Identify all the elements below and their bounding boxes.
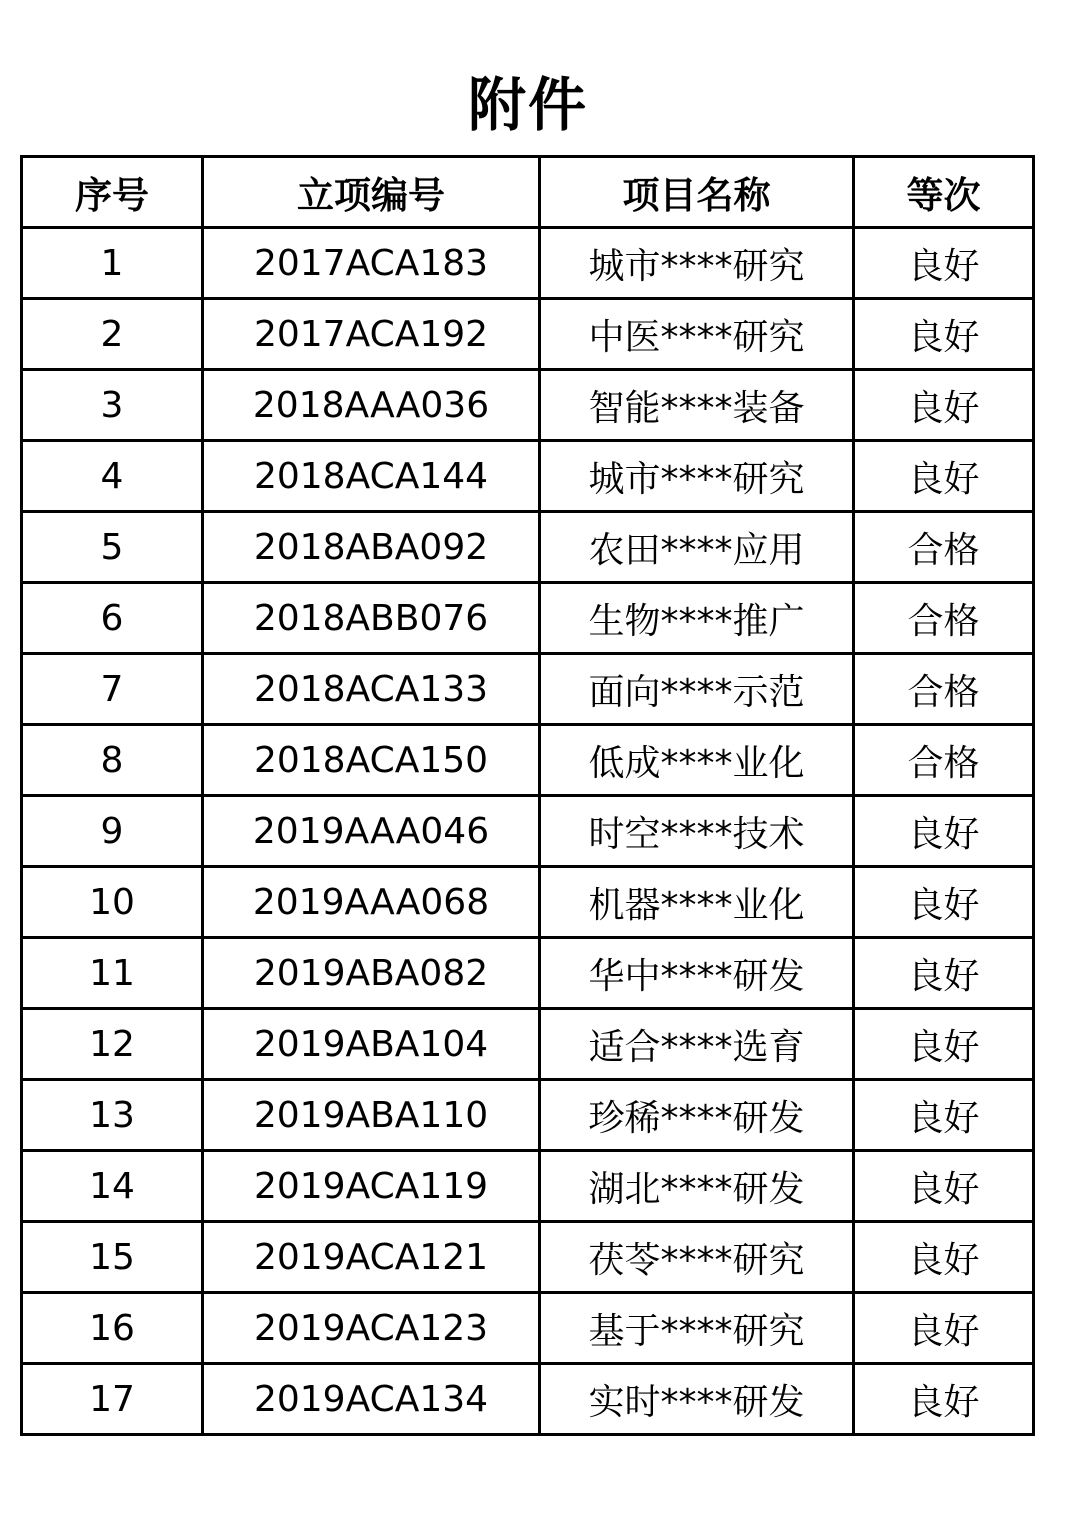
cell-project-id: 2019ABA104 [203, 1009, 540, 1080]
cell-project-name: 基于****研究 [540, 1293, 854, 1364]
cell-grade: 良好 [854, 1080, 1034, 1151]
cell-grade: 良好 [854, 938, 1034, 1009]
cell-project-id: 2019ACA119 [203, 1151, 540, 1222]
cell-project-name: 湖北****研发 [540, 1151, 854, 1222]
cell-project-name: 机器****业化 [540, 867, 854, 938]
cell-project-name: 华中****研发 [540, 938, 854, 1009]
table-row [22, 441, 1034, 512]
cell-grade: 良好 [854, 867, 1034, 938]
cell-grade: 良好 [854, 796, 1034, 867]
table-row [22, 1009, 1034, 1080]
table-row [22, 1364, 1034, 1435]
cell-serial-number: 8 [22, 725, 203, 796]
table-row [22, 583, 1034, 654]
cell-project-name: 农田****应用 [540, 512, 854, 583]
cell-serial-number: 9 [22, 796, 203, 867]
cell-project-id: 2019ACA123 [203, 1293, 540, 1364]
page-title: 附件 [467, 71, 588, 139]
cell-project-id: 2017ACA183 [203, 228, 540, 299]
cell-project-id: 2018AAA036 [203, 370, 540, 441]
cell-serial-number: 11 [22, 938, 203, 1009]
table-row [22, 370, 1034, 441]
cell-serial-number: 2 [22, 299, 203, 370]
cell-grade: 合格 [854, 512, 1034, 583]
cell-project-name: 实时****研发 [540, 1364, 854, 1435]
cell-project-name: 中医****研究 [540, 299, 854, 370]
cell-serial-number: 10 [22, 867, 203, 938]
cell-grade: 良好 [854, 1151, 1034, 1222]
table-row [22, 1222, 1034, 1293]
cell-serial-number: 15 [22, 1222, 203, 1293]
cell-serial-number: 13 [22, 1080, 203, 1151]
cell-serial-number: 1 [22, 228, 203, 299]
cell-project-name: 珍稀****研发 [540, 1080, 854, 1151]
cell-project-id: 2019ACA134 [203, 1364, 540, 1435]
cell-grade: 合格 [854, 725, 1034, 796]
cell-serial-number: 4 [22, 441, 203, 512]
cell-project-id: 2019AAA046 [203, 796, 540, 867]
header-project-id: 立项编号 [203, 157, 540, 228]
table-row [22, 299, 1034, 370]
cell-project-id: 2018ACA133 [203, 654, 540, 725]
cell-project-id: 2019ABA082 [203, 938, 540, 1009]
cell-project-name: 城市****研究 [540, 228, 854, 299]
table-header-row [22, 157, 1034, 228]
table-row [22, 512, 1034, 583]
cell-grade: 良好 [854, 299, 1034, 370]
cell-project-id: 2018ACA150 [203, 725, 540, 796]
table-row [22, 725, 1034, 796]
cell-project-name: 时空****技术 [540, 796, 854, 867]
cell-serial-number: 16 [22, 1293, 203, 1364]
header-grade: 等次 [854, 157, 1034, 228]
cell-grade: 良好 [854, 1293, 1034, 1364]
cell-grade: 良好 [854, 228, 1034, 299]
cell-project-id: 2019ABA110 [203, 1080, 540, 1151]
cell-grade: 合格 [854, 583, 1034, 654]
table-row [22, 1080, 1034, 1151]
cell-project-id: 2017ACA192 [203, 299, 540, 370]
cell-serial-number: 12 [22, 1009, 203, 1080]
table-row [22, 654, 1034, 725]
cell-grade: 良好 [854, 1009, 1034, 1080]
cell-project-id: 2018ABB076 [203, 583, 540, 654]
cell-serial-number: 3 [22, 370, 203, 441]
cell-serial-number: 5 [22, 512, 203, 583]
header-serial-number: 序号 [22, 157, 203, 228]
cell-serial-number: 7 [22, 654, 203, 725]
table-row [22, 1151, 1034, 1222]
cell-project-id: 2018ABA092 [203, 512, 540, 583]
cell-grade: 良好 [854, 441, 1034, 512]
table-row [22, 796, 1034, 867]
cell-serial-number: 6 [22, 583, 203, 654]
cell-serial-number: 14 [22, 1151, 203, 1222]
cell-project-name: 茯苓****研究 [540, 1222, 854, 1293]
cell-project-name: 城市****研究 [540, 441, 854, 512]
table-row [22, 938, 1034, 1009]
cell-project-name: 适合****选育 [540, 1009, 854, 1080]
table-row [22, 867, 1034, 938]
header-project-name: 项目名称 [540, 157, 854, 228]
cell-project-name: 生物****推广 [540, 583, 854, 654]
cell-serial-number: 17 [22, 1364, 203, 1435]
cell-project-id: 2019ACA121 [203, 1222, 540, 1293]
cell-project-id: 2019AAA068 [203, 867, 540, 938]
cell-project-name: 低成****业化 [540, 725, 854, 796]
cell-project-id: 2018ACA144 [203, 441, 540, 512]
table-row [22, 228, 1034, 299]
cell-project-name: 面向****示范 [540, 654, 854, 725]
table-row [22, 1293, 1034, 1364]
results-table [20, 155, 1035, 1436]
cell-grade: 良好 [854, 1364, 1034, 1435]
cell-grade: 良好 [854, 370, 1034, 441]
cell-grade: 良好 [854, 1222, 1034, 1293]
cell-grade: 合格 [854, 654, 1034, 725]
cell-project-name: 智能****装备 [540, 370, 854, 441]
